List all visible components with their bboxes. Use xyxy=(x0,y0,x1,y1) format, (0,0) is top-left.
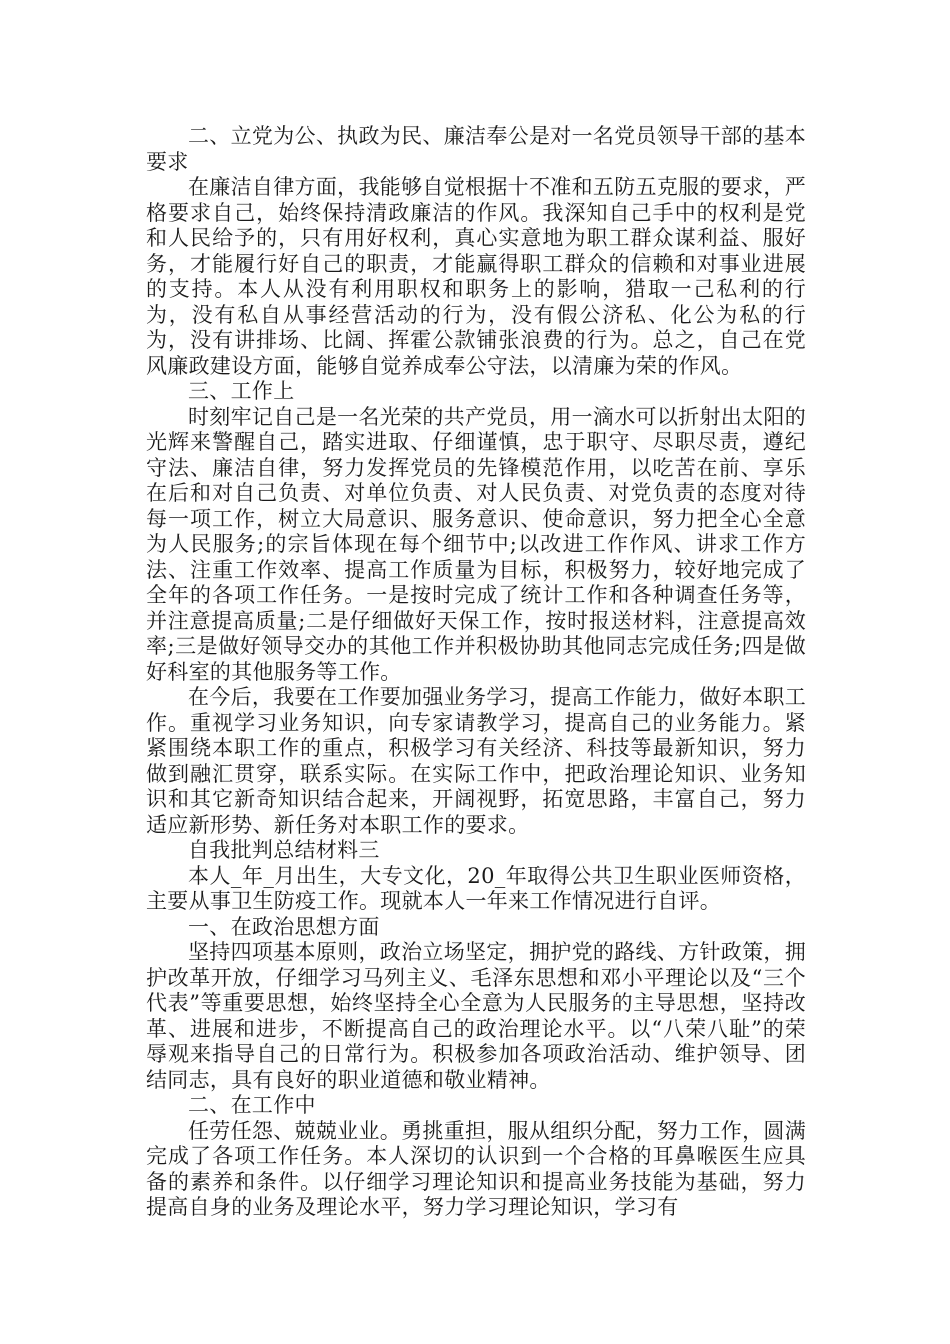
paragraph-political-thought: 坚持四项基本原则，政治立场坚定，拥护党的路线、方针政策，拥护改革开放，仔细学习马列主义、毛泽东思想和邓小平理论以及“三个代表”等重要思想，始终坚持全心全意为人民服务的主导思想，坚持改革、进展和进步，不断提高自己的政治理论水平。以“八荣八耻”的荣辱观来指导自己的日常行为。积极参加各项政治活动、维护领导、团结同志，具有良好的职业道德和敬业精神。 xyxy=(146,940,806,1092)
paragraph-future-plans: 在今后，我要在工作要加强业务学习，提高工作能力，做好本职工作。重视学习业务知识，向专家请教学习，提高自己的业务能力。紧紧围绕本职工作的重点，积极学习有关经济、科技等最新知识，努力做到融汇贯穿，联系实际。在实际工作中，把政治理论知识、业务知识和其它新奇知识结合起来，开阔视野，拓宽思路，丰富自己，努力适应新形势、新任务对本职工作的要求。 xyxy=(146,685,806,837)
heading-political-thought: 一、在政治思想方面 xyxy=(188,914,380,939)
paragraph-integrity-discipline: 在廉洁自律方面，我能够自觉根据十不准和五防五克服的要求，严格要求自己，始终保持清政廉洁的作风。我深知自己手中的权利是党和人民给予的，只有用好权利，真心实意地为职工群众谋利益、服好务，才能履行好自己的职责，才能赢得职工群众的信赖和对事业进展的支持。本人从没有利用职权和职务上的影响，猎取一己私利的行为，没有私自从事经营活动的行为，没有假公济私、化公为私的行为，没有讲排场、比阔、挥霍公款铺张浪费的行为。总之，自己在党风廉政建设方面，能够自觉养成奉公守法，以清廉为荣的作风。 xyxy=(146,175,806,378)
document-body xyxy=(146,124,806,1221)
paragraph-personal-intro: 本人_年_月出生，大专文化，20_年取得公共卫生职业医师资格，主要从事卫生防疫工作。现就本人一年来工作情况进行自评。 xyxy=(146,863,806,913)
paragraph-in-work: 任劳任怨、兢兢业业。勇挑重担，服从组织分配，努力工作，圆满完成了各项工作任务。本人深切的认识到一个合格的耳鼻喉医生应具备的素养和条件。以仔细学习理论知识和提高业务技能为基础，努力提高自身的业务及理论水平，努力学习理论知识，学习有 xyxy=(146,1118,806,1219)
heading-work: 三、工作上 xyxy=(188,379,295,403)
paragraph-work-duties: 时刻牢记自己是一名光荣的共产党员，用一滴水可以折射出太阳的光辉来警醒自己，踏实进取、仔细谨慎，忠于职守、尽职尽责，遵纪守法、廉洁自律，努力发挥党员的先锋模范作用，以吃苦在前、享乐在后和对自己负责、对单位负责、对人民负责、对党负责的态度对待每一项工作，树立大局意识、服务意识、使命意识，努力把全心全意为人民服务;的宗旨体现在每个细节中;以改进工作作风、讲求工作方法、注重工作效率、提高工作质量为目标，积极努力，较好地完成了全年的各项工作任务。一是按时完成了统计工作和各种调查任务等，并注意提高质量;二是仔细做好天保工作，按时报送材料，注意提高效率;三是做好领导交办的其他工作并积极协助其他同志完成任务;四是做好科室的其他服务等工作。 xyxy=(146,404,806,684)
heading-self-criticism-three: 自我批判总结材料三 xyxy=(188,838,380,862)
heading-in-work: 二、在工作中 xyxy=(188,1093,316,1117)
heading-party-requirements: 二、立党为公、执政为民、廉洁奉公是对一名党员领导干部的基本要求 xyxy=(146,124,806,174)
